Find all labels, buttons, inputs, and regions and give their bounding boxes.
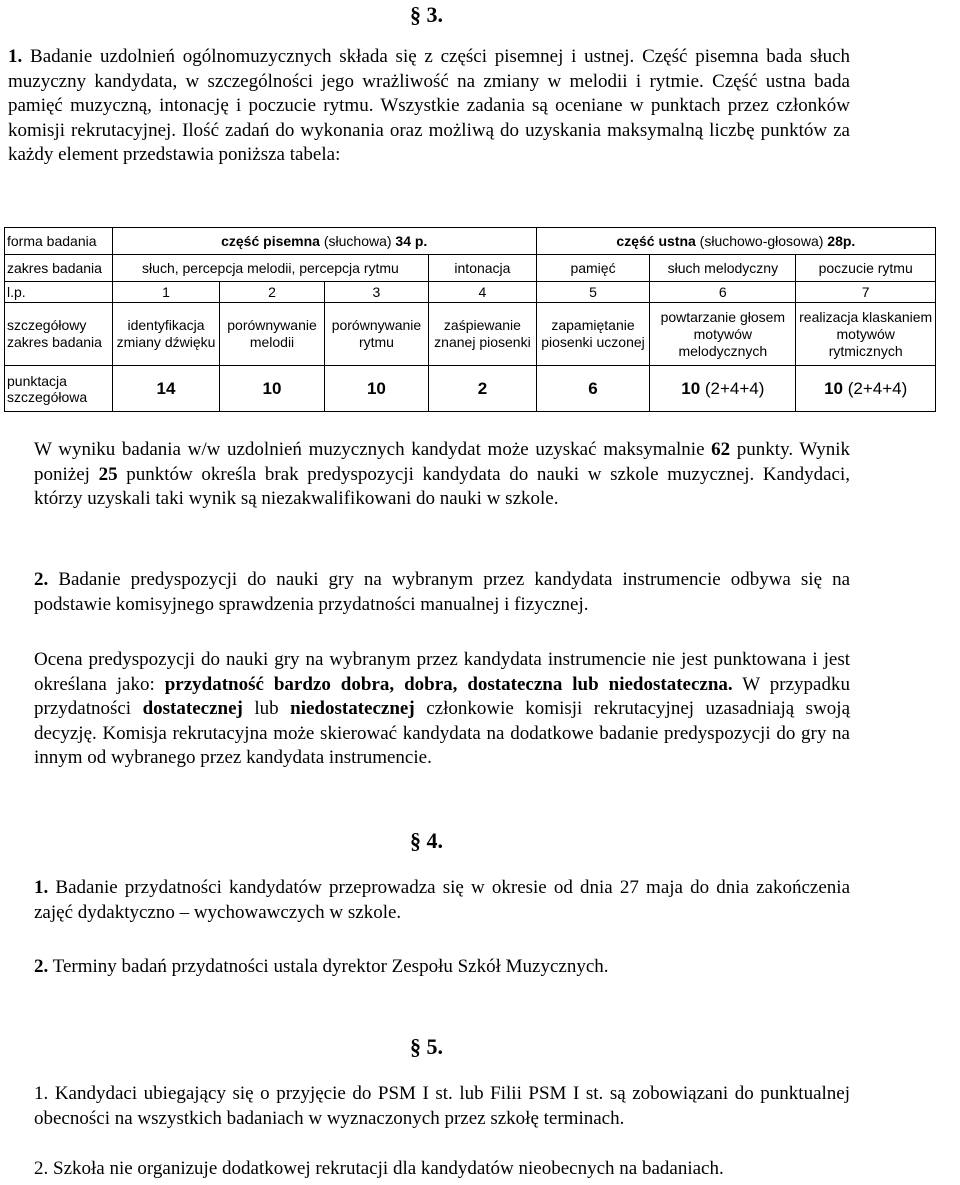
table-cell: pamięć (536, 255, 650, 282)
table-row-scope (5, 255, 936, 282)
table-cell: 10 (220, 366, 324, 412)
paragraph-3-2 (34, 568, 850, 617)
table-cell: powtarzanie głosem motywów melodycznych (650, 303, 796, 366)
row-label: forma badania (5, 228, 113, 255)
table-cell: porównywanie rytmu (324, 303, 428, 366)
written-part-cell: część pisemna (słuchowa) 34 p. (112, 228, 536, 255)
table-cell: słuch melodyczny (650, 255, 796, 282)
table-row-numbers (5, 282, 936, 303)
table-cell: 5 (536, 282, 650, 303)
table-cell: 14 (112, 366, 220, 412)
table-cell: identyfikacja zmiany dźwięku (112, 303, 220, 366)
assessment-table (4, 227, 936, 412)
table-cell: 6 (536, 366, 650, 412)
table-cell: 1 (112, 282, 220, 303)
section-heading-5: § 5. (410, 1034, 443, 1059)
row-label: punktacja szczegółowa (5, 366, 113, 412)
table-cell: 3 (324, 282, 428, 303)
table-cell: 6 (650, 282, 796, 303)
paragraph-assessment: Ocena predyspozycji do nauki gry na wybranym przez kandydata instrumencie nie jest punktowana i jest określana jako: przydatność bardzo dobra, dobra, dostateczna lub niedostateczna. W przypadku przydatności dostatecznej lub niedostatecznej członkowie komisji rekrutacyjnej uzasadniają swoją decyzję. Komisja rekrutacyjna może skierować kandydata na dodatkowe badanie predyspozycji do gry na innym od wybranego przez kandydata instrumencie. (34, 649, 851, 768)
row-label: zakres badania (5, 255, 113, 282)
table-cell: realizacja klaskaniem motywów rytmicznych (796, 303, 936, 366)
table-cell: zapamiętanie piosenki uczonej (536, 303, 650, 366)
paragraph-5-1: 1. Kandydaci ubiegający się o przyjęcie do PSM I st. lub Filii PSM I st. są zobowiązani do punktualnej obecności na wszystkich badaniach w wyznaczonych przez szkołę terminach. (34, 1083, 851, 1129)
section-heading-4: § 4. (410, 828, 443, 853)
table-cell: 7 (796, 282, 936, 303)
table-cell: 10 (2+4+4) (796, 366, 936, 412)
table-cell: 2 (220, 282, 324, 303)
row-label: l.p. (5, 282, 113, 303)
table-cell: poczucie rytmu (796, 255, 936, 282)
row-label: szczegółowy zakres badania (5, 303, 113, 366)
table-cell: porównywanie melodii (220, 303, 324, 366)
table-cell: zaśpiewanie znanej piosenki (429, 303, 537, 366)
table-cell: 10 (324, 366, 428, 412)
paragraph-text: Badanie uzdolnień ogólnomuzycznych składa się z części pisemnej i ustnej. Część pisemna bada słuch muzyczny kandydata, w szczególności jego wrażliwość na zmiany w melodii i rytmie. Część ustna bada pamięć muzyczną, intonację i poczucie rytmu. Wszystkie zadania są oceniane w punktach przez członków komisji rekrutacyjnej. Ilość zadań do wykonania oraz możliwą do uzyskania maksymalną liczbę punktów za każdy element przedstawia poniższa tabela: (8, 46, 850, 165)
paragraph-result: W wyniku badania w/w uzdolnień muzycznych kandydat może uzyskać maksymalnie 62 punkty. Wynik poniżej 25 punktów określa brak predyspozycji kandydata do nauki w szkole muzycznej. Kandydaci, którzy uzyskali taki wynik są niezakwalifikowani do nauki w szkole. (34, 439, 850, 509)
paragraph-number: 2. (34, 569, 49, 590)
paragraph-4-1: 1. Badanie przydatności kandydatów przeprowadza się w okresie od dnia 27 maja do dnia zakończenia zajęć dydaktyczno – wychowawczych w szkole. (34, 877, 851, 923)
table-cell: słuch, percepcja melodii, percepcja rytmu (112, 255, 428, 282)
table-cell: intonacja (429, 255, 537, 282)
paragraph-3-1 (8, 45, 850, 168)
paragraph-5-2: 2. Szkoła nie organizuje dodatkowej rekrutacji dla kandydatów nieobecnych na badaniach. (34, 1158, 724, 1179)
section-heading-3: § 3. (410, 2, 443, 27)
table-cell: 4 (429, 282, 537, 303)
table-row-details (5, 303, 936, 366)
table-row-points (5, 366, 936, 412)
oral-part-cell: część ustna (słuchowo-głosowa) 28p. (536, 228, 935, 255)
paragraph-number: 1. (8, 46, 23, 67)
paragraph-text: Badanie predyspozycji do nauki gry na wybranym przez kandydata instrumencie odbywa się na podstawie komisyjnego sprawdzenia przydatności manualnej i fizycznej. (34, 569, 850, 615)
table-cell: 10 (2+4+4) (650, 366, 796, 412)
table-row-form (5, 228, 936, 255)
paragraph-4-2: 2. Terminy badań przydatności ustala dyrektor Zespołu Szkół Muzycznych. (34, 956, 609, 977)
table-cell: 2 (429, 366, 537, 412)
